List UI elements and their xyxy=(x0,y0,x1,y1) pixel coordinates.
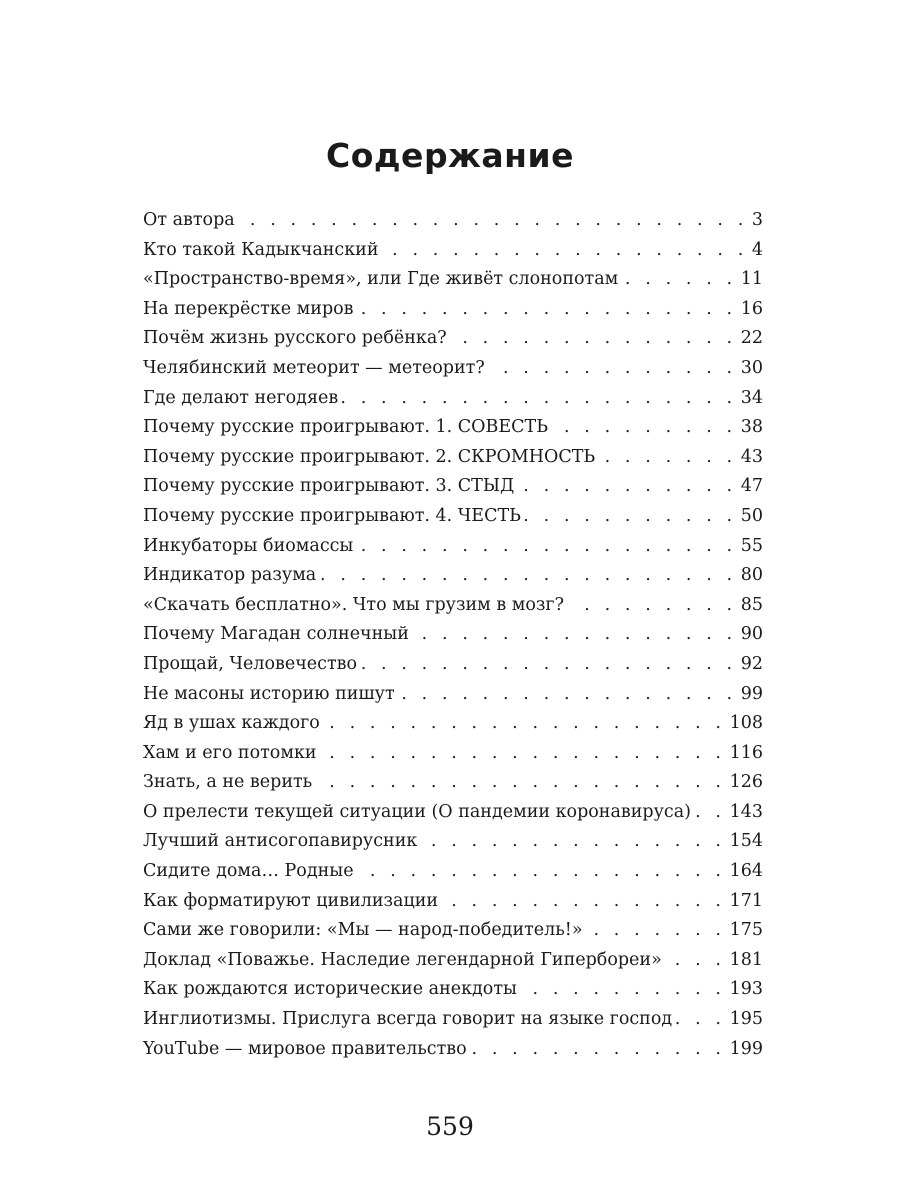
toc-entry-page: 11 xyxy=(740,269,763,290)
toc-entry-page: 199 xyxy=(729,1038,763,1059)
toc-entry-title: YouTube — мировое правительство xyxy=(143,1038,467,1059)
toc-entry xyxy=(143,1035,763,1065)
toc-entry-title: Сами же говорили: «Мы — народ-победитель!» xyxy=(143,920,583,941)
toc-entry-page: 164 xyxy=(729,861,763,882)
toc-entry-title: Почему Магадан солнечный xyxy=(143,624,409,645)
toc-entry-page: 38 xyxy=(740,417,763,438)
toc-dot-leader xyxy=(320,561,736,591)
toc-entry-page: 30 xyxy=(740,357,763,378)
toc-entry-title: Сидите дома… Родные xyxy=(143,861,354,882)
toc-entry xyxy=(143,857,763,887)
toc-entry-page: 175 xyxy=(729,920,763,941)
toc-entry-page: 22 xyxy=(740,328,763,349)
toc-entry-page: 43 xyxy=(740,446,763,467)
toc-entry-title: Инкубаторы биомассы xyxy=(143,535,354,556)
toc-entry xyxy=(143,739,763,769)
toc-dot-leader xyxy=(383,236,748,266)
toc-dot-leader xyxy=(666,946,726,976)
toc-dot-leader xyxy=(521,975,726,1005)
toc-entry xyxy=(143,798,763,828)
toc-dot-leader xyxy=(239,206,748,236)
toc-entry-page: 34 xyxy=(740,387,763,408)
toc-entry xyxy=(143,561,763,591)
toc-entry-title: Как форматируют цивилизации xyxy=(143,890,439,911)
page-number: 559 xyxy=(426,1112,474,1141)
toc-entry xyxy=(143,768,763,798)
toc-entry-page: 47 xyxy=(740,476,763,497)
toc-entry xyxy=(143,946,763,976)
toc-entry-title: «Скачать бесплатно». Что мы грузим в мозг? xyxy=(143,594,564,615)
toc-dot-leader xyxy=(316,768,725,798)
toc-entry xyxy=(143,916,763,946)
toc-dot-leader xyxy=(676,1005,725,1035)
toc-entry-title: Где делают негодяев xyxy=(143,387,339,408)
toc-entry-page: 92 xyxy=(740,653,763,674)
toc-entry-page: 80 xyxy=(740,565,763,586)
toc-entry xyxy=(143,236,763,266)
toc-entry-title: Почему русские проигрывают. 1. СОВЕСТЬ xyxy=(143,417,548,438)
toc-entry-title: На перекрёстке миров xyxy=(143,298,354,319)
toc-entry-page: 195 xyxy=(729,1009,763,1030)
toc-entry xyxy=(143,532,763,562)
toc-dot-leader xyxy=(451,324,737,354)
toc-entry-title: Знать, а не верить xyxy=(143,772,313,793)
toc-entry xyxy=(143,709,763,739)
toc-dot-leader xyxy=(599,443,737,473)
toc-dot-leader xyxy=(525,502,737,532)
toc-entry-page: 99 xyxy=(740,683,763,704)
page-title: Содержание xyxy=(326,136,574,175)
toc-entry-page: 116 xyxy=(729,742,763,763)
toc-entry-page: 154 xyxy=(729,831,763,852)
toc-entry-title: Лучший антисогопавирусник xyxy=(143,831,418,852)
toc-entry-title: Яд в ушах каждого xyxy=(143,713,320,734)
toc-dot-leader xyxy=(471,1035,726,1065)
toc-entry-page: 108 xyxy=(729,713,763,734)
toc-dot-leader xyxy=(552,413,737,443)
toc-entry xyxy=(143,265,763,295)
toc-entry-title: Почему русские проигрывают. 4. ЧЕСТЬ xyxy=(143,505,521,526)
toc-entry-title: Индикатор разума xyxy=(143,565,317,586)
toc-dot-leader xyxy=(587,916,726,946)
toc-entry-title: Как рождаются исторические анекдоты xyxy=(143,979,517,1000)
toc-dot-leader xyxy=(358,857,726,887)
toc-dot-leader xyxy=(413,620,737,650)
toc-dot-leader xyxy=(421,827,725,857)
toc-entry-title: Хам и его потомки xyxy=(143,742,317,763)
toc-dot-leader xyxy=(442,887,726,917)
toc-entry-page: 90 xyxy=(740,624,763,645)
toc-entry xyxy=(143,443,763,473)
toc-dot-leader xyxy=(399,680,737,710)
toc-dot-leader xyxy=(357,532,736,562)
toc-entry xyxy=(143,413,763,443)
toc-dot-leader xyxy=(695,798,726,828)
toc-entry-page: 143 xyxy=(729,801,763,822)
toc-entry xyxy=(143,324,763,354)
toc-dot-leader xyxy=(361,650,737,680)
toc-entry-page: 16 xyxy=(740,298,763,319)
toc-entry-title: «Пространство-время», или Где живёт слонопотам xyxy=(143,269,619,290)
toc-entry-title: Не масоны историю пишут xyxy=(143,683,395,704)
toc-entry xyxy=(143,472,763,502)
toc-entry-title: О прелести текущей ситуации (О пандемии коронавируса) xyxy=(143,801,691,822)
toc-dot-leader xyxy=(321,739,726,769)
toc-entry xyxy=(143,502,763,532)
toc-dot-leader xyxy=(622,265,736,295)
toc-entry xyxy=(143,887,763,917)
toc-entry xyxy=(143,354,763,384)
toc-entry-title: Почему русские проигрывают. 2. СКРОМНОСТЬ xyxy=(143,446,596,467)
toc-entry-title: Челябинский метеорит — метеорит? xyxy=(143,357,485,378)
table-of-contents xyxy=(143,206,763,1064)
toc-dot-leader xyxy=(518,472,736,502)
toc-entry-page: 85 xyxy=(740,594,763,615)
toc-entry-page: 181 xyxy=(729,949,763,970)
toc-entry xyxy=(143,650,763,680)
toc-dot-leader xyxy=(324,709,726,739)
toc-entry-page: 3 xyxy=(751,210,763,230)
toc-entry-title: Доклад «Поважье. Наследие легендарной Гипербореи» xyxy=(143,949,662,970)
toc-entry-title: От автора xyxy=(143,210,235,230)
toc-entry-title: Почём жизнь русского ребёнка? xyxy=(143,328,447,349)
toc-entry-title: Инглиотизмы. Прислуга всегда говорит на языке господ xyxy=(143,1009,673,1030)
toc-entry xyxy=(143,827,763,857)
toc-dot-leader xyxy=(358,295,737,325)
toc-dot-leader xyxy=(342,384,737,414)
toc-entry xyxy=(143,680,763,710)
toc-entry-page: 55 xyxy=(740,535,763,556)
toc-dot-leader xyxy=(568,591,737,621)
toc-entry xyxy=(143,206,763,236)
toc-entry xyxy=(143,975,763,1005)
toc-entry xyxy=(143,591,763,621)
toc-dot-leader xyxy=(489,354,737,384)
toc-entry-page: 126 xyxy=(729,772,763,793)
toc-entry xyxy=(143,620,763,650)
toc-entry-title: Кто такой Кадыкчанский xyxy=(143,239,379,260)
toc-entry xyxy=(143,1005,763,1035)
toc-entry-page: 4 xyxy=(751,239,763,260)
toc-entry-page: 50 xyxy=(740,505,763,526)
toc-entry-page: 171 xyxy=(729,890,763,911)
toc-entry xyxy=(143,295,763,325)
toc-entry xyxy=(143,384,763,414)
toc-entry-title: Почему русские проигрывают. 3. СТЫД xyxy=(143,476,515,497)
toc-entry-page: 193 xyxy=(729,979,763,1000)
toc-entry-title: Прощай, Человечество xyxy=(143,653,358,674)
